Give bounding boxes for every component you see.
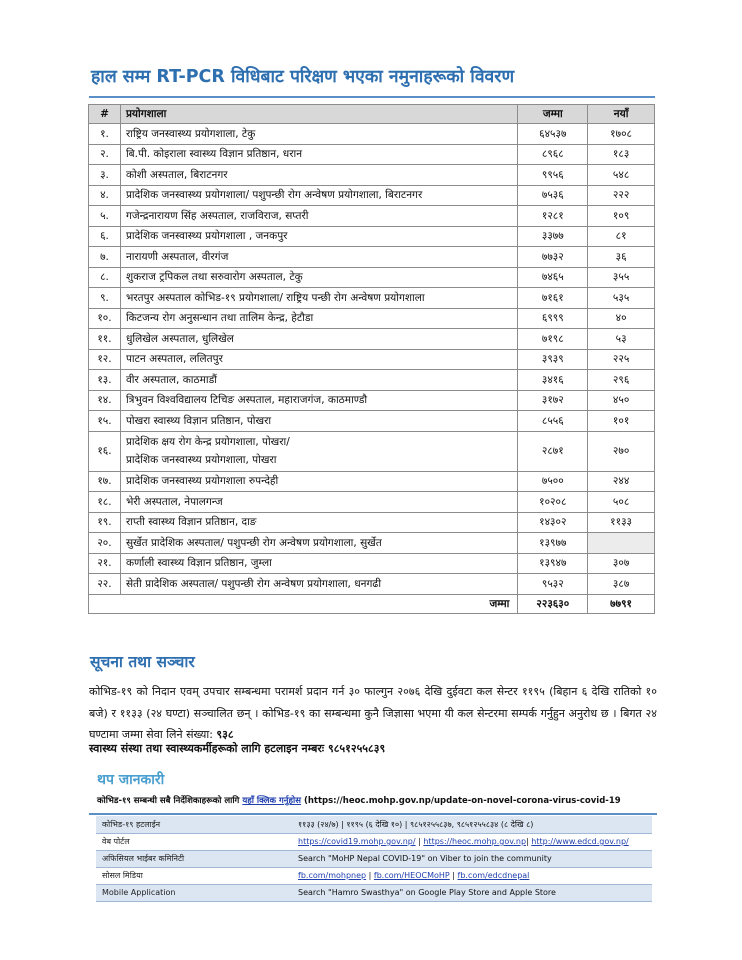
info-count: ९३८ <box>216 728 234 741</box>
table-row <box>89 144 655 165</box>
resource-row-hotline <box>96 816 652 833</box>
resource-row-mobile-app <box>96 884 652 901</box>
header-lab: प्रयोगशाला <box>120 105 517 124</box>
row-new: ३०७ <box>588 553 655 574</box>
row-lab-line-2: प्रादेशिक जनस्वास्थ्य प्रयोगशाला, पोखरा <box>125 454 277 466</box>
row-new: ३५५ <box>588 267 655 288</box>
social-link-edcd[interactable]: fb.com/edcdnepal <box>457 871 530 880</box>
table-row <box>89 206 655 227</box>
resource-row-web-portal <box>96 833 652 850</box>
row-number: ८. <box>89 267 121 288</box>
info-heading: सूचना तथा सञ्चार <box>90 653 195 671</box>
lab-table <box>88 104 655 614</box>
row-lab: कर्णाली स्वास्थ्य विज्ञान प्रतिष्ठान, जुम्ला <box>120 553 517 574</box>
row-number: १०. <box>89 308 121 329</box>
row-number: १७. <box>89 471 121 492</box>
table-row <box>89 492 655 513</box>
hotline-text: स्वास्थ्य संस्था तथा स्वास्थ्यकर्मीहरूको लागि हटलाइन नम्बरः ९८५१२५५८३९ <box>89 742 386 755</box>
row-lab: राप्ती स्वास्थ्य विज्ञान प्रतिष्ठान, दाङ <box>120 512 517 533</box>
header-total: जम्मा <box>518 105 588 124</box>
row-new: ५४८ <box>588 165 655 186</box>
row-total: १२८१ <box>518 206 588 227</box>
footer-total: २२३६३० <box>518 594 588 613</box>
row-lab: भरतपुर अस्पताल कोभिड-१९ प्रयोगशाला/ राष्ट्रिय पन्छी रोग अन्वेषण प्रयोगशाला <box>120 288 517 309</box>
row-total: ७१९८ <box>518 329 588 350</box>
row-new: ५३५ <box>588 288 655 309</box>
row-lab: बि.पी. कोइराला स्वास्थ्य विज्ञान प्रतिष्ठान, धरान <box>120 144 517 165</box>
row-total: १३९७७ <box>518 533 588 554</box>
row-number: ३. <box>89 165 121 186</box>
row-lab: धुलिखेल अस्पताल, धुलिखेल <box>120 329 517 350</box>
row-new <box>588 533 655 554</box>
row-lab: प्रादेशिक जनस्वास्थ्य प्रयोगशाला रुपन्देही <box>120 471 517 492</box>
header-new: नयाँ <box>588 105 655 124</box>
row-lab: पोखरा स्वास्थ्य विज्ञान प्रतिष्ठान, पोखरा <box>120 411 517 432</box>
row-total: ९५३२ <box>518 574 588 595</box>
row-number: १९. <box>89 512 121 533</box>
resource-value: Search "MoHP Nepal COVID-19" on Viber to join the community <box>292 850 652 867</box>
info-paragraph <box>89 681 657 746</box>
row-number: ५. <box>89 206 121 227</box>
row-lab: प्रादेशिक जनस्वास्थ्य प्रयोगशाला/ पशुपन्छी रोग अन्वेषण प्रयोगशाला, बिराटनगर <box>120 185 517 206</box>
row-total: ३१७२ <box>518 390 588 411</box>
row-lab <box>120 431 517 471</box>
page-title: हाल सम्म RT-PCR विधिबाट परिक्षण भएका नमुनाहरूको विवरण <box>91 67 515 87</box>
table-footer-row <box>89 594 655 613</box>
row-total: ८९६८ <box>518 144 588 165</box>
row-lab: नारायणी अस्पताल, वीरगंज <box>120 247 517 268</box>
row-number: २. <box>89 144 121 165</box>
table-row <box>89 349 655 370</box>
row-number: १८. <box>89 492 121 513</box>
footer-new: ७७९१ <box>588 594 655 613</box>
row-lab: त्रिभुवन विश्वविद्यालय टिचिङ अस्पताल, महाराजगंज, काठमाण्डौ <box>120 390 517 411</box>
row-number: ६. <box>89 226 121 247</box>
row-total: ३४१६ <box>518 370 588 391</box>
guidelines-line <box>97 795 621 806</box>
row-new: ८१ <box>588 226 655 247</box>
row-number: २२. <box>89 574 121 595</box>
guidelines-link[interactable]: यहाँ क्लिक गर्नुहोस <box>242 796 301 806</box>
resource-label: Mobile Application <box>96 884 292 901</box>
row-new: ४० <box>588 308 655 329</box>
resource-row-social-media <box>96 867 652 884</box>
row-new: २७० <box>588 431 655 471</box>
social-link-mohp[interactable]: fb.com/mohpnep <box>298 871 367 880</box>
footer-label: जम्मा <box>89 594 518 613</box>
resource-value: https://covid19.mohp.gov.np/ | https://heoc.mohp.gov.np| http://www.edcd.gov.np/ <box>292 833 652 850</box>
row-number: १२. <box>89 349 121 370</box>
row-total: ७५३६ <box>518 185 588 206</box>
row-total: ८५५६ <box>518 411 588 432</box>
resource-value: fb.com/mohpnep | fb.com/HEOCMoHP | fb.com/edcdnepal <box>292 867 652 884</box>
table-row <box>89 574 655 595</box>
row-number: ९. <box>89 288 121 309</box>
table-row <box>89 267 655 288</box>
resources-table <box>96 816 652 902</box>
row-lab-line-1: प्रादेशिक क्षय रोग केन्द्र प्रयोगशाला, पोखरा/ <box>125 436 290 448</box>
table-row <box>89 411 655 432</box>
row-new: ३६ <box>588 247 655 268</box>
row-lab: राष्ट्रिय जनस्वास्थ्य प्रयोगशाला, टेकु <box>120 124 517 145</box>
resource-row-viber <box>96 850 652 867</box>
row-number: १५. <box>89 411 121 432</box>
table-row <box>89 124 655 145</box>
table-header-row <box>89 105 655 124</box>
row-new: ३८७ <box>588 574 655 595</box>
row-number: २१. <box>89 553 121 574</box>
resource-label: कोभिड-१९ हटलाईन <box>96 816 292 833</box>
row-new: ५०८ <box>588 492 655 513</box>
row-total: ३३७७ <box>518 226 588 247</box>
row-lab: सुर्खेत प्रादेशिक अस्पताल/ पशुपन्छी रोग अन्वेषण प्रयोगशाला, सुर्खेत <box>120 533 517 554</box>
row-total: ७७३२ <box>518 247 588 268</box>
row-new: १०१ <box>588 411 655 432</box>
resource-label: सोसल मिडिया <box>96 867 292 884</box>
social-link-heoc[interactable]: fb.com/HEOCMoHP <box>373 871 450 880</box>
table-row <box>89 308 655 329</box>
table-row <box>89 431 655 471</box>
row-total: १४३०२ <box>518 512 588 533</box>
row-new: १०९ <box>588 206 655 227</box>
row-lab: सेती प्रादेशिक अस्पताल/ पशुपन्छी रोग अन्वेषण प्रयोगशाला, धनगढी <box>120 574 517 595</box>
row-total: ७१६१ <box>518 288 588 309</box>
guidelines-url: (https://heoc.mohp.gov.np/update-on-novel-corona-virus-covid-19 <box>303 796 621 806</box>
table-row <box>89 553 655 574</box>
table-row <box>89 512 655 533</box>
row-new: ४५० <box>588 390 655 411</box>
row-lab: गजेन्द्रनारायण सिंह अस्पताल, राजविराज, सप्तरी <box>120 206 517 227</box>
row-number: २०. <box>89 533 121 554</box>
header-number: # <box>89 105 121 124</box>
row-total: ९९५६ <box>518 165 588 186</box>
row-new: १८३ <box>588 144 655 165</box>
row-number: १४. <box>89 390 121 411</box>
table-row <box>89 471 655 492</box>
row-new: १७०८ <box>588 124 655 145</box>
row-lab: कोशी अस्पताल, बिराटनगर <box>120 165 517 186</box>
table-row <box>89 288 655 309</box>
row-new: ११३३ <box>588 512 655 533</box>
info-paragraph-text: कोभिड-१९ को निदान एवम् उपचार सम्बन्धमा परामर्श प्रदान गर्न ३० फाल्गुन २०७६ देखि दुईवटा कल सेन्टर ११९५ (बिहान ६ देखि रातिको १० बजे) र ११३३ (२४ घण्टा) सञ्चालित छन् । कोभिड-१९ का सम्बन्धमा कुनै जिज्ञासा भएमा यी कल सेन्टरमा सम्पर्क गर्नुहुन अनुरोध छ । बिगत २४ घण्टामा जम्मा सेवा लिने संख्या: <box>89 685 657 741</box>
table-row <box>89 226 655 247</box>
row-number: ११. <box>89 329 121 350</box>
guidelines-prefix: कोभिड-१९ सम्बन्धी सबै निर्देशिकाहरूको लागि <box>97 796 240 806</box>
row-total: ७४६५ <box>518 267 588 288</box>
table-row <box>89 533 655 554</box>
row-total: ६९९९ <box>518 308 588 329</box>
row-new: २९६ <box>588 370 655 391</box>
table-row <box>89 370 655 391</box>
info-rule <box>89 813 657 815</box>
row-new: २२२ <box>588 185 655 206</box>
row-new: २२५ <box>588 349 655 370</box>
table-row <box>89 329 655 350</box>
row-total: ३९३९ <box>518 349 588 370</box>
row-number: १. <box>89 124 121 145</box>
portal-link-edcd[interactable]: http://www.edcd.gov.np/ <box>531 837 629 846</box>
row-number: १६. <box>89 431 121 471</box>
row-total: २८७१ <box>518 431 588 471</box>
resource-value: ११३३ (२४/७) | ११९५ (६ देखि १०) | ९८५१२५५८३७, ९८५१२५५८३४ (८ देखि ८) <box>292 816 652 833</box>
title-rule <box>89 96 655 98</box>
portal-link-heoc[interactable]: https://heoc.mohp.gov.np <box>423 837 527 846</box>
table-row <box>89 165 655 186</box>
row-lab: पाटन अस्पताल, ललितपुर <box>120 349 517 370</box>
table-row <box>89 185 655 206</box>
table-row <box>89 247 655 268</box>
row-new: २४४ <box>588 471 655 492</box>
row-number: ७. <box>89 247 121 268</box>
portal-link-covid19[interactable]: https://covid19.mohp.gov.np/ <box>298 837 416 846</box>
row-new: ५३ <box>588 329 655 350</box>
row-lab: प्रादेशिक जनस्वास्थ्य प्रयोगशाला , जनकपुर <box>120 226 517 247</box>
table-row <box>89 390 655 411</box>
row-lab: वीर अस्पताल, काठमाडौं <box>120 370 517 391</box>
row-number: १३. <box>89 370 121 391</box>
row-lab: भेरी अस्पताल, नेपालगन्ज <box>120 492 517 513</box>
resource-value: Search "Hamro Swasthya" on Google Play Store and Apple Store <box>292 884 652 901</box>
row-number: ४. <box>89 185 121 206</box>
row-total: १३९४७ <box>518 553 588 574</box>
row-lab: शुकराज ट्रपिकल तथा सरुवारोग अस्पताल, टेकु <box>120 267 517 288</box>
resource-label: अफिसियल भाईबर कमिनिटी <box>96 850 292 867</box>
row-lab: किटजन्य रोग अनुसन्धान तथा तालिम केन्द्र, हेटौडा <box>120 308 517 329</box>
row-total: ६४५३७ <box>518 124 588 145</box>
more-info-heading: थप जानकारी <box>97 772 165 788</box>
row-total: ७५०० <box>518 471 588 492</box>
resource-label: वेब पोर्टल <box>96 833 292 850</box>
row-total: १०२०८ <box>518 492 588 513</box>
